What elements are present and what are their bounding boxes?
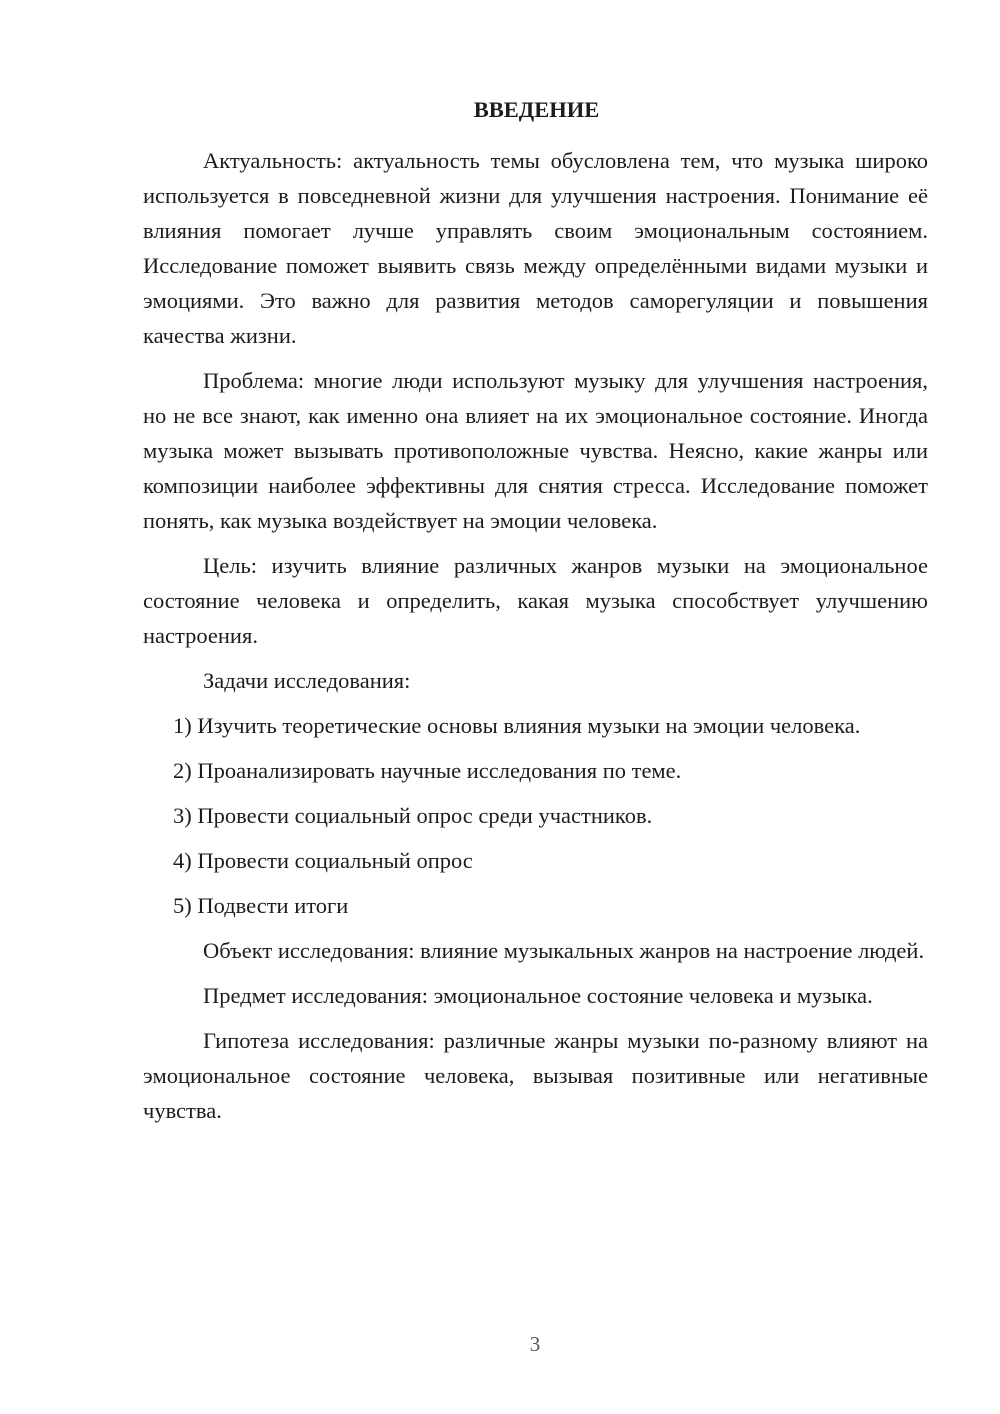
relevance-paragraph: Актуальность: актуальность темы обусловлена тем, что музыка широко используется в повседневной жизни для улучшения настроения. Понимание её влияния помогает лучше управлять своим эмоциональным состоянием. Исследование поможет выявить связь между определёнными видами музыки и эмоциями. Это важно для развития методов саморегуляции и повышения качества жизни. bbox=[143, 148, 928, 348]
tasks-heading: Задачи исследования: bbox=[203, 668, 411, 693]
task-item-5: 5) Подвести итоги bbox=[173, 893, 349, 918]
section-title: ВВЕДЕНИЕ bbox=[473, 97, 600, 122]
hypothesis-paragraph: Гипотеза исследования: различные жанры музыки по-разному влияют на эмоциональное состояние человека, вызывая позитивные или негативные чувства. bbox=[143, 1028, 928, 1123]
document-page bbox=[143, 92, 928, 1138]
page-number: 3 bbox=[529, 1332, 541, 1356]
goal-paragraph: Цель: изучить влияние различных жанров музыки на эмоциональное состояние человека и определить, какая музыка способствует улучшению настроения. bbox=[143, 553, 928, 648]
task-item-3: 3) Провести социальный опрос среди участников. bbox=[173, 803, 653, 828]
subject-paragraph: Предмет исследования: эмоциональное состояние человека и музыка. bbox=[203, 983, 873, 1008]
task-item-4: 4) Провести социальный опрос bbox=[173, 848, 473, 873]
task-item-1: 1) Изучить теоретические основы влияния музыки на эмоции человека. bbox=[173, 713, 861, 738]
object-paragraph: Объект исследования: влияние музыкальных жанров на настроение людей. bbox=[203, 938, 925, 963]
problem-paragraph: Проблема: многие люди используют музыку для улучшения настроения, но не все знают, как именно она влияет на их эмоциональное состояние. Иногда музыка может вызывать противоположные чувства. Неясно, какие жанры или композиции наиболее эффективны для снятия стресса. Исследование поможет понять, как музыка воздействует на эмоции человека. bbox=[143, 368, 928, 533]
task-item-2: 2) Проанализировать научные исследования по теме. bbox=[173, 758, 682, 783]
